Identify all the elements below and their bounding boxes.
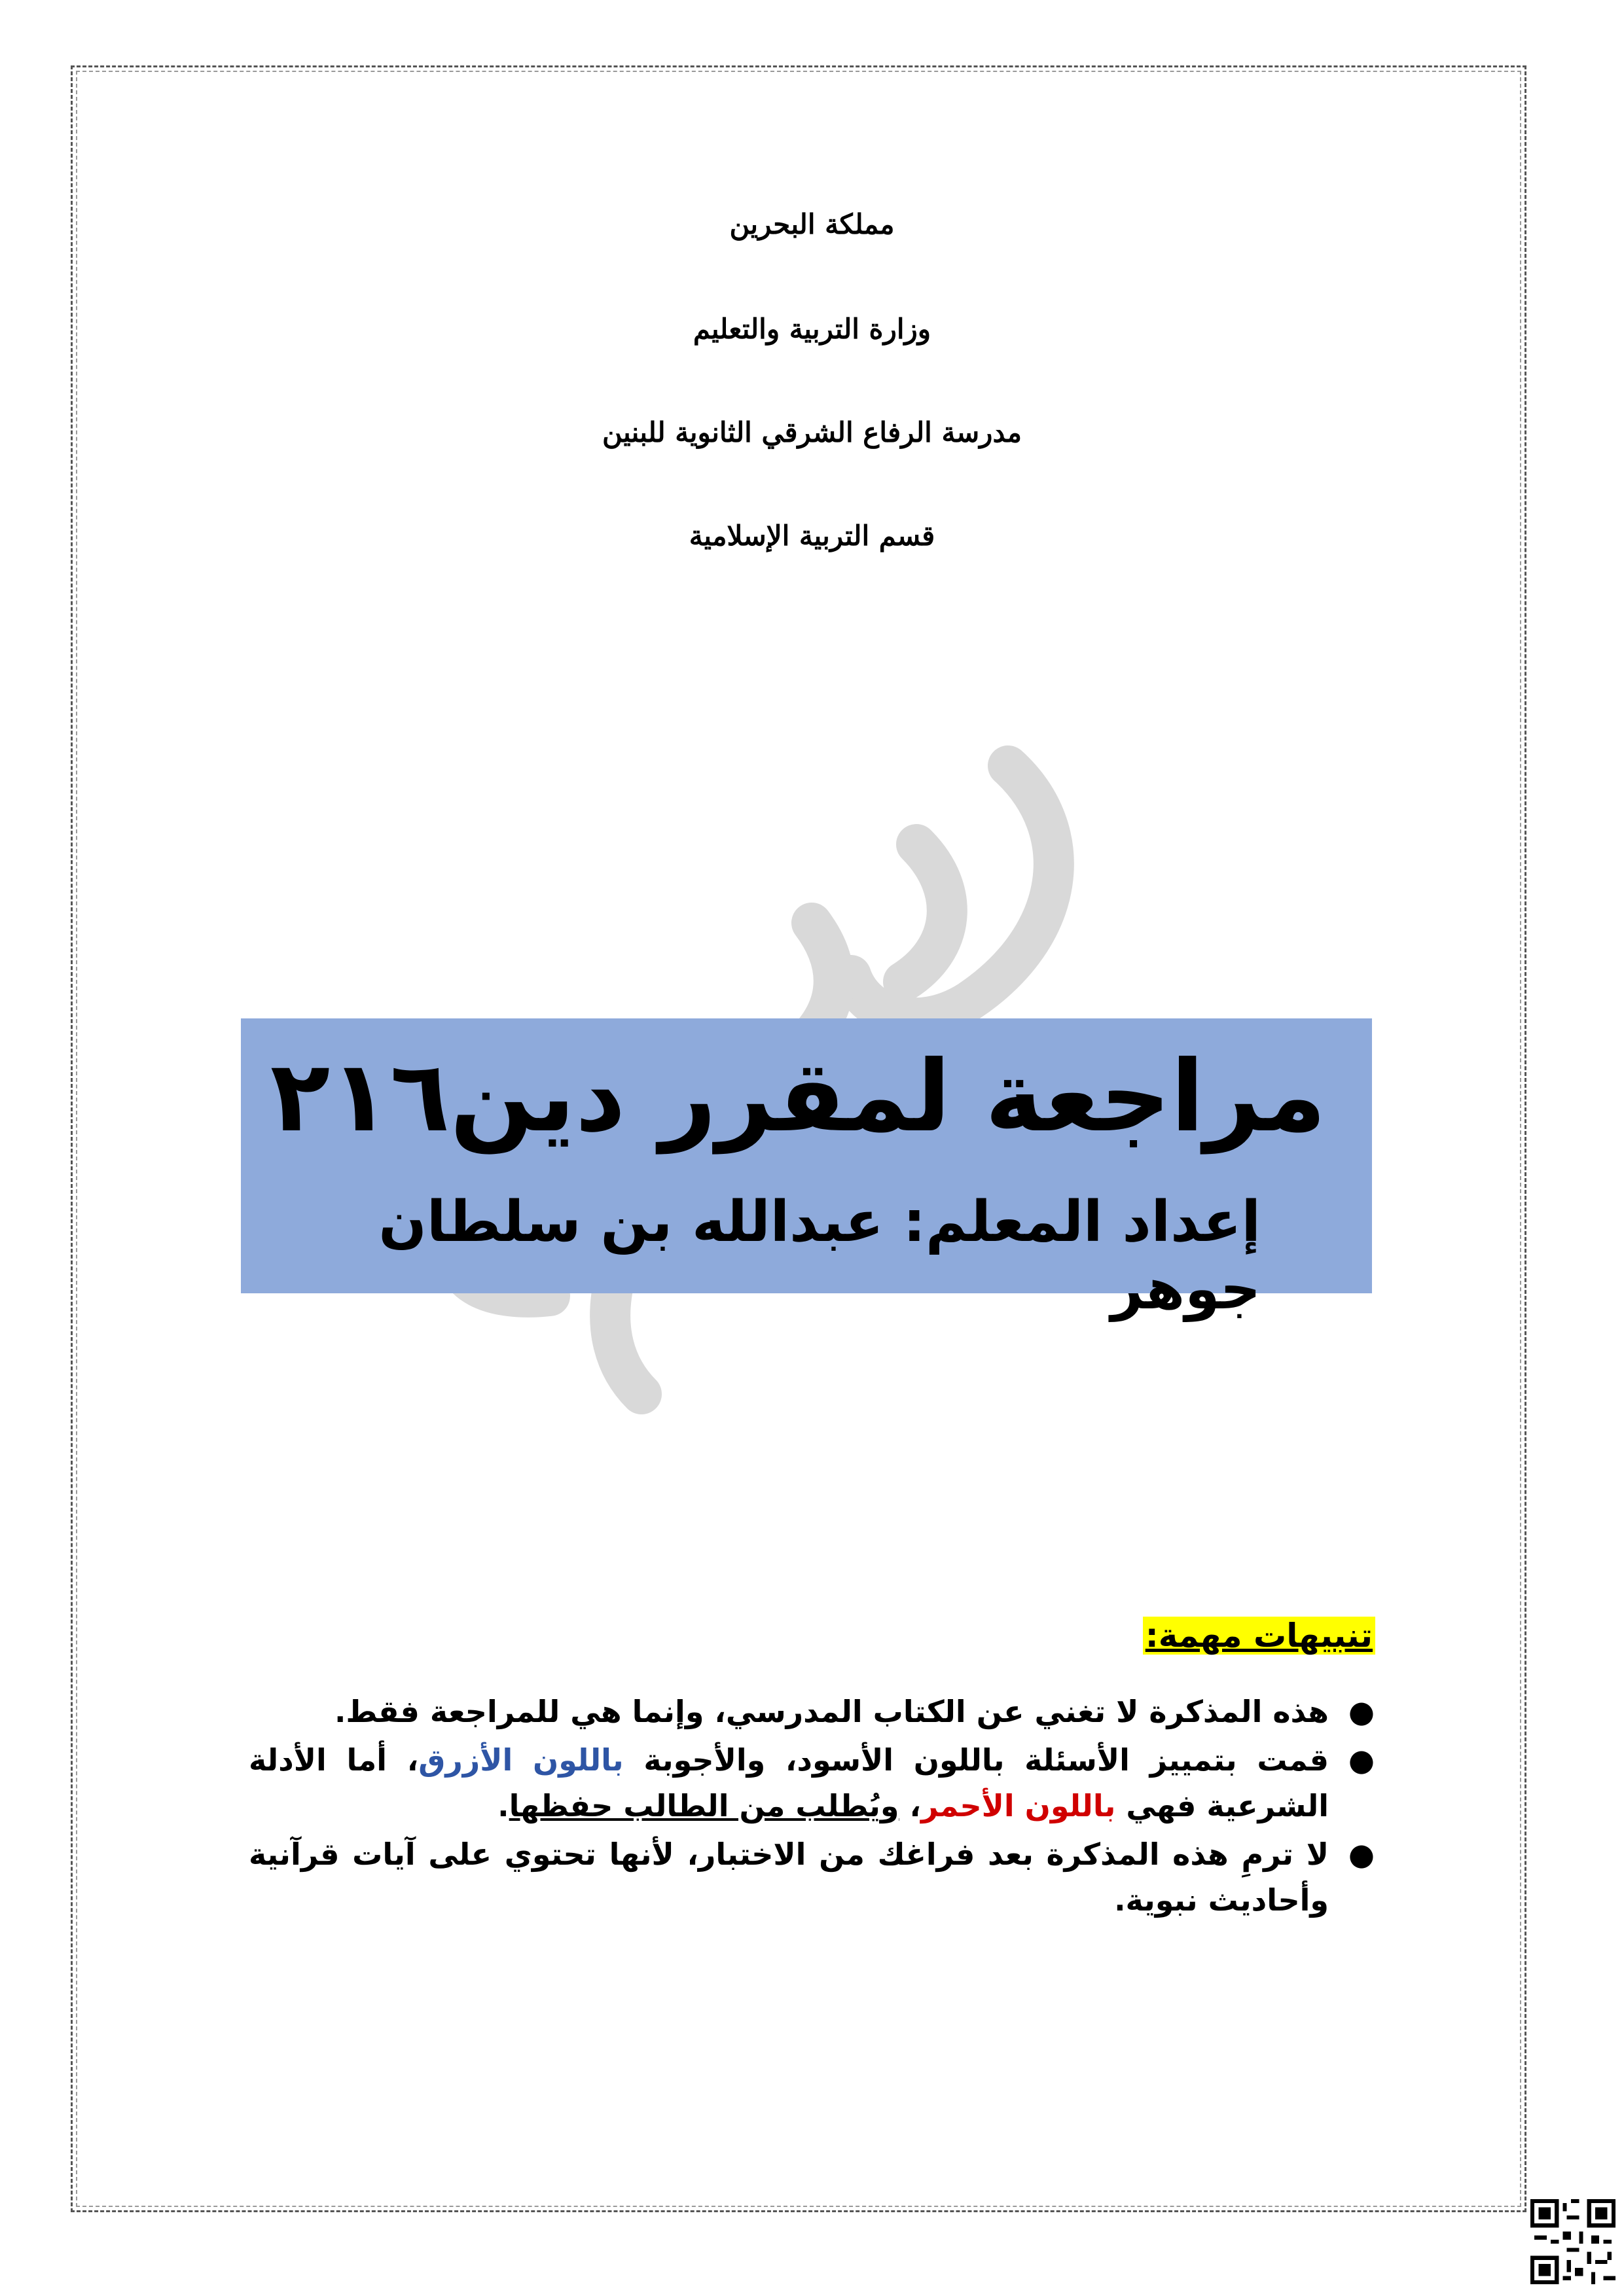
notes-list bbox=[249, 1689, 1381, 1926]
ministry-name: وزارة التربية والتعليم bbox=[693, 313, 931, 345]
author-line: إعداد المعلم: عبدالله بن سلطان جوهر bbox=[378, 1189, 1261, 1323]
document-title: مراجعة لمقرر دين٢١٦ bbox=[270, 1040, 1326, 1154]
note-text: قمت بتمييز الأسئلة باللون الأسود، والأجوبة bbox=[623, 1742, 1329, 1778]
note-text: ، bbox=[899, 1788, 922, 1823]
list-item bbox=[249, 1737, 1381, 1829]
note-text: هذه المذكرة لا تغني عن الكتاب المدرسي، وإنما هي للمراجعة فقط. bbox=[334, 1694, 1329, 1729]
list-item bbox=[249, 1831, 1381, 1923]
bullet-icon: ● bbox=[1348, 1837, 1375, 1872]
bullet-icon: ● bbox=[1348, 1742, 1375, 1778]
list-item bbox=[249, 1689, 1381, 1734]
memorize-note: ويُطلب من الطالب حفظها bbox=[509, 1788, 899, 1823]
school-name: مدرسة الرفاع الشرقي الثانوية للبنين bbox=[602, 416, 1022, 448]
note-text: ، أما الأدلة الشرعية فهي bbox=[249, 1742, 1329, 1823]
department-name: قسم التربية الإسلامية bbox=[689, 520, 935, 552]
title-box bbox=[241, 1018, 1372, 1323]
note-text: لا ترمِ هذه المذكرة بعد فراغك من الاختبار، لأنها تحتوي على آيات قرآنية وأحاديث نبوية. bbox=[249, 1837, 1329, 1918]
bullet-icon: ● bbox=[1348, 1694, 1375, 1729]
country-name: مملكة البحرين bbox=[729, 208, 895, 240]
notes-heading: تنبيهات مهمة: bbox=[1143, 1617, 1375, 1655]
red-color-note: باللون الأحمر bbox=[921, 1788, 1116, 1823]
blue-color-note: باللون الأزرق bbox=[418, 1742, 624, 1778]
note-text: . bbox=[497, 1788, 509, 1823]
qr-code-icon bbox=[1530, 2199, 1615, 2284]
